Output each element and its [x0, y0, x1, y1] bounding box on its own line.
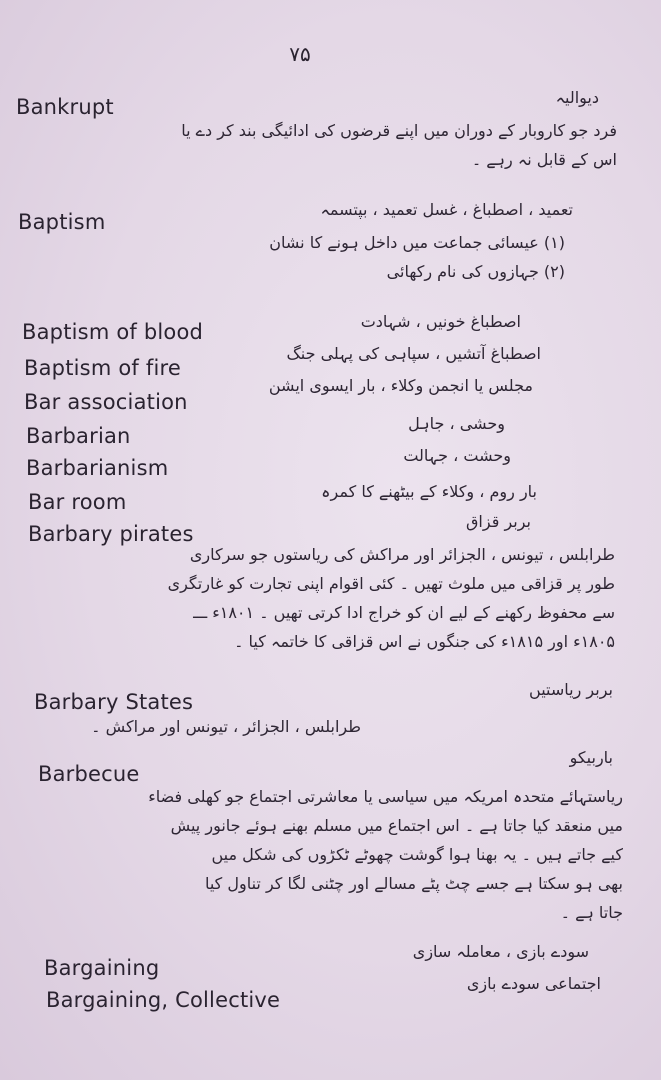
entry-bankrupt-urdu-heading: دیوالیہ — [555, 88, 599, 107]
definition-line: (۲) جہازوں کی نام رکھائی — [386, 262, 565, 281]
definition-line: ریاستہائے متحدہ امریکہ میں سیاسی یا معاشرتی اجتماع جو کھلی فضاء — [148, 787, 623, 806]
entry-baptism-term: Baptism — [18, 210, 106, 234]
entry-bar-room-urdu: بار روم ، وکلاء کے بیٹھنے کا کمرہ — [321, 482, 537, 501]
entry-baptism-of-fire-urdu: اصطباغ آتشیں ، سپاہی کی پہلی جنگ — [286, 344, 541, 363]
entry-baptism-of-blood-term: Baptism of blood — [22, 320, 204, 344]
entry-baptism-definition — [269, 228, 565, 286]
definition-line: طرابلس ، الجزائر ، تیونس اور مراکش ۔ — [91, 717, 361, 736]
entry-barbecue-definition — [148, 782, 623, 927]
entry-barbarianism-urdu: وحشت ، جہالت — [403, 446, 511, 465]
entry-bargaining-collective-term: Bargaining, Collective — [46, 988, 281, 1012]
entry-barbarian-term: Barbarian — [26, 424, 131, 448]
entry-bargaining-term: Bargaining — [44, 956, 160, 980]
entry-barbarian-urdu: وحشی ، جاہل — [408, 414, 505, 433]
entry-baptism-of-fire-term: Baptism of fire — [24, 356, 181, 380]
entry-barbary-pirates-urdu-heading: بربر قزاق — [466, 512, 531, 531]
entry-bar-association-term: Bar association — [24, 390, 188, 414]
page-number: ۷۵ — [289, 42, 311, 66]
entry-baptism-of-blood-urdu: اصطباغ خونیں ، شہادت — [360, 312, 521, 331]
definition-line: (۱) عیسائی جماعت میں داخل ہونے کا نشان — [269, 233, 565, 252]
definition-line: ۱۸۰۵ء اور ۱۸۱۵ء کی جنگوں نے اس قزاقی کا خاتمہ کیا ۔ — [234, 632, 615, 651]
entry-bar-room-term: Bar room — [28, 490, 127, 514]
entry-bankrupt-term: Bankrupt — [16, 95, 114, 119]
entry-baptism-urdu-heading: تعمید ، اصطباغ ، غسل تعمید ، بپتسمہ — [320, 200, 573, 219]
entry-barbary-states-definition — [91, 712, 361, 741]
entry-bargaining-urdu: سودے بازی ، معاملہ سازی — [412, 942, 589, 961]
definition-line: بھی ہو سکتا ہے جسے چٹ پٹے مسالے اور چٹنی لگا کر تناول کیا — [204, 874, 623, 893]
definition-line: اس کے قابل نہ رہے ۔ — [471, 150, 617, 169]
definition-line: طور پر قزاقی میں ملوث تھیں ۔ کئی اقوام اپنی تجارت کو غارتگری — [167, 574, 615, 593]
definition-line: طرابلس ، تیونس ، الجزائر اور مراکش کی ریاستوں جو سرکاری — [189, 545, 615, 564]
definition-line: جاتا ہے ۔ — [560, 903, 623, 922]
definition-line: فرد جو کاروبار کے دوران میں اپنے قرضوں کی ادائیگی بند کر دے یا — [181, 121, 617, 140]
entry-barbecue-term: Barbecue — [38, 762, 140, 786]
entry-barbary-states-urdu-heading: بربر ریاستیں — [529, 680, 613, 699]
definition-line: میں منعقد کیا جاتا ہے ۔ اس اجتماع میں مسلم بھنے ہوئے جانور پیش — [170, 816, 623, 835]
entry-barbecue-urdu-heading: باربیکو — [569, 748, 613, 767]
entry-barbary-states-term: Barbary States — [34, 690, 194, 714]
entry-barbary-pirates-term: Barbary pirates — [28, 522, 194, 546]
entry-barbarianism-term: Barbarianism — [26, 456, 169, 480]
entry-barbary-pirates-definition — [168, 540, 615, 656]
entry-bankrupt-definition — [181, 116, 617, 174]
definition-line: کیے جاتے ہیں ۔ یہ بھنا ہوا گوشت چھوٹے ٹکڑوں کی شکل میں — [211, 845, 623, 864]
entry-bargaining-collective-urdu: اجتماعی سودے بازی — [466, 974, 601, 993]
entry-bar-association-urdu: مجلس یا انجمن وکلاء ، بار ایسوی ایشن — [268, 376, 533, 395]
definition-line: سے محفوظ رکھنے کے لیے ان کو خراج ادا کرتی تھیں ۔ ۱۸۰۱ء ـــ — [193, 603, 615, 622]
